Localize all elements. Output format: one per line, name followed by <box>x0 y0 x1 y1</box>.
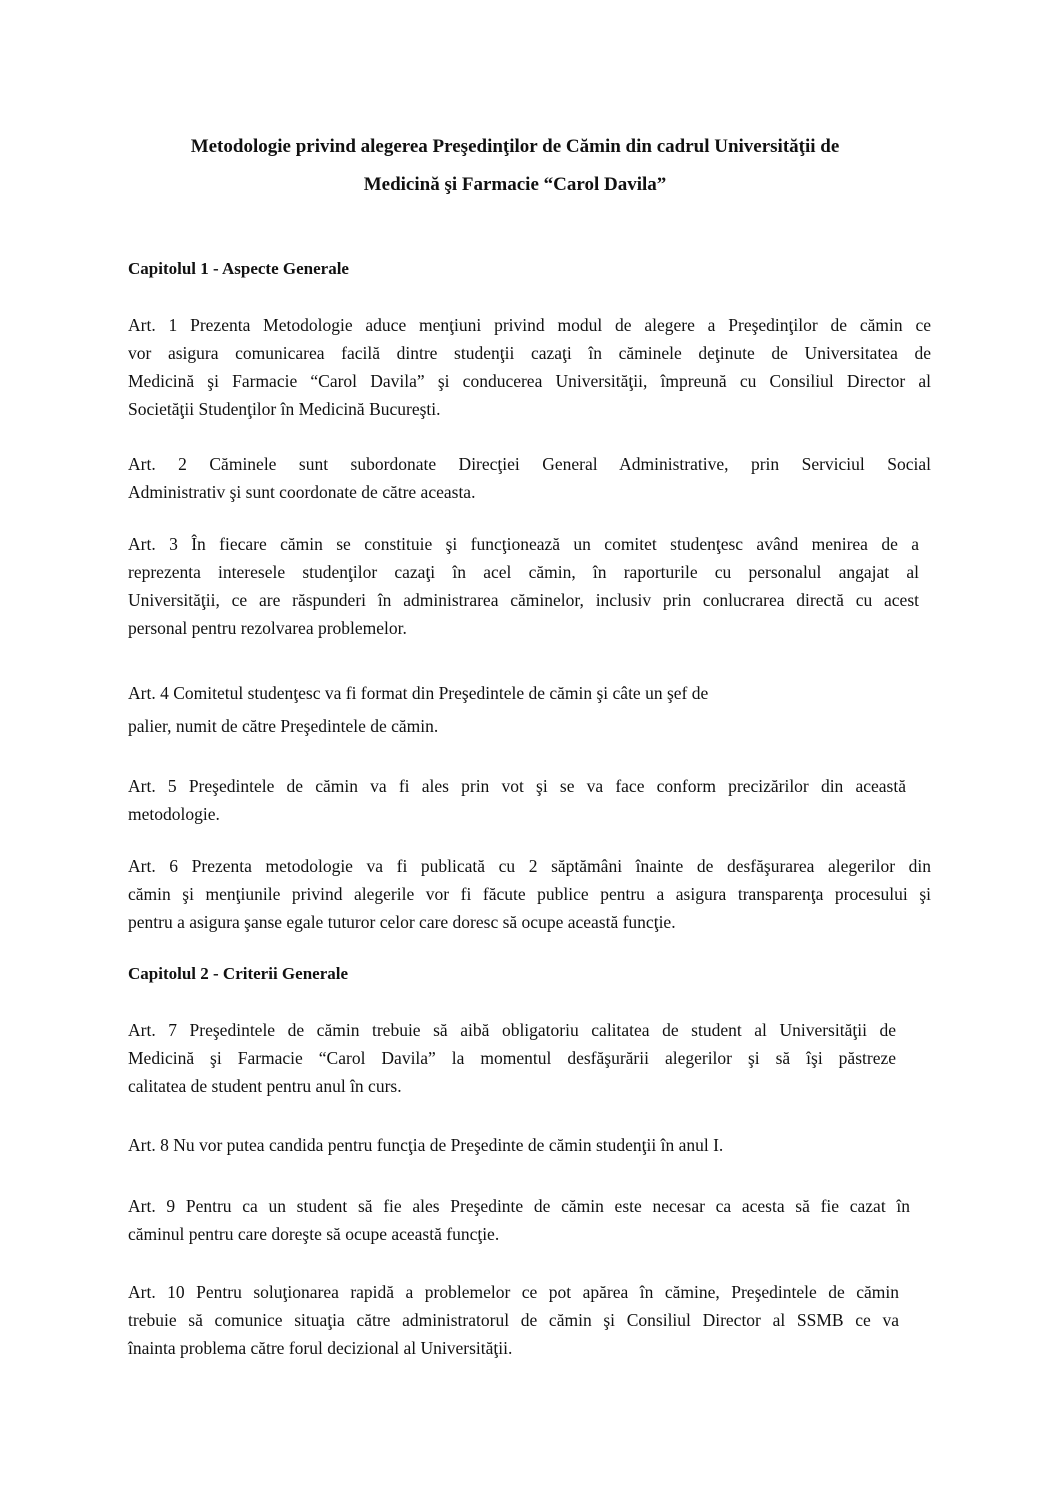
article-5 <box>128 772 906 828</box>
document-title <box>120 128 910 204</box>
chapter-1-heading: Capitolul 1 - Aspecte Generale <box>128 259 349 278</box>
article-7 <box>128 1016 896 1100</box>
text-line: Art. 6 Prezenta metodologie va fi publicată cu 2 săptămâni înainte de desfăşurarea alegerilor din <box>128 856 931 876</box>
article-8 <box>128 1131 931 1159</box>
article-6 <box>128 852 931 936</box>
article-3 <box>128 530 919 642</box>
article-2 <box>128 450 931 506</box>
text-line: Medicină şi Farmacie “Carol Davila” şi conducerea Universităţii, împreună cu Consiliul Director al <box>128 371 931 391</box>
chapter-2-heading: Capitolul 2 - Criterii Generale <box>128 964 349 983</box>
title-line: Medicină şi Farmacie “Carol Davila” <box>363 174 667 195</box>
text-line: Art. 3 În fiecare cămin se constituie şi funcţionează un comitet studenţesc având menirea de a <box>128 534 919 554</box>
article-1 <box>128 311 931 423</box>
text-line: Art. 2 Căminele sunt subordonate Direcţiei General Administrative, prin Serviciul Social <box>128 454 931 474</box>
text-line: Art. 7 Preşedintele de cămin trebuie să aibă obligatoriu calitatea de student al Universităţii de <box>128 1020 896 1040</box>
text-line: trebuie să comunice situaţia către administratorul de cămin şi Consiliul Director al SSMB ce va <box>128 1310 899 1330</box>
text-line: căminul pentru care doreşte să ocupe această funcţie. <box>128 1224 500 1244</box>
text-line: Universităţii, ce are răspunderi în administrarea căminelor, inclusiv prin conlucrarea directă cu acest <box>128 590 919 610</box>
text-line: Art. 9 Pentru ca un student să fie ales Preşedinte de cămin este necesar ca acesta să fie cazat în <box>128 1196 910 1216</box>
text-line: calitatea de student pentru anul în curs. <box>128 1076 402 1096</box>
text-line: vor asigura comunicarea facilă dintre studenţii cazaţi în căminele deţinute de Universitatea de <box>128 343 931 363</box>
article-10 <box>128 1278 899 1362</box>
text-line: Societăţii Studenţilor în Medicină Bucureşti. <box>128 399 441 419</box>
text-line: Art. 8 Nu vor putea candida pentru funcţia de Preşedinte de cămin studenţii în anul I. <box>128 1135 724 1155</box>
text-line: metodologie. <box>128 804 220 824</box>
text-line: Art. 10 Pentru soluţionarea rapidă a problemelor ce pot apărea în cămine, Preşedintele de cămin <box>128 1282 899 1302</box>
text-line: înainta problema către forul decizional al Universităţii. <box>128 1338 513 1358</box>
text-line: Art. 1 Prezenta Metodologie aduce menţiuni privind modul de alegere a Preşedinţilor de cămin ce <box>128 315 931 335</box>
text-line: reprezenta interesele studenţilor cazaţi în acel cămin, în raporturile cu personalul angajat al <box>128 562 919 582</box>
text-line: Art. 5 Preşedintele de cămin va fi ales prin vot şi se va face conform precizărilor din această <box>128 776 906 796</box>
title-line: Metodologie privind alegerea Preşedinţilor de Cămin din cadrul Universităţii de <box>190 136 840 157</box>
text-line: Administrativ şi sunt coordonate de către aceasta. <box>128 482 476 502</box>
text-line: Art. 4 Comitetul studenţesc va fi format din Preşedintele de cămin şi câte un şef de <box>128 683 709 703</box>
text-line: Medicină şi Farmacie “Carol Davila” la momentul desfăşurării alegerilor şi să îşi păstreze <box>128 1048 896 1068</box>
text-line: palier, numit de către Preşedintele de cămin. <box>128 716 439 736</box>
text-line: personal pentru rezolvarea problemelor. <box>128 618 407 638</box>
text-line: pentru a asigura şanse egale tuturor celor care doresc să ocupe această funcţie. <box>128 912 676 932</box>
text-line: cămin şi menţiunile privind alegerile vor fi făcute publice pentru a asigura transparenţa procesului şi <box>128 884 931 904</box>
article-4 <box>128 677 931 743</box>
article-9 <box>128 1192 910 1248</box>
